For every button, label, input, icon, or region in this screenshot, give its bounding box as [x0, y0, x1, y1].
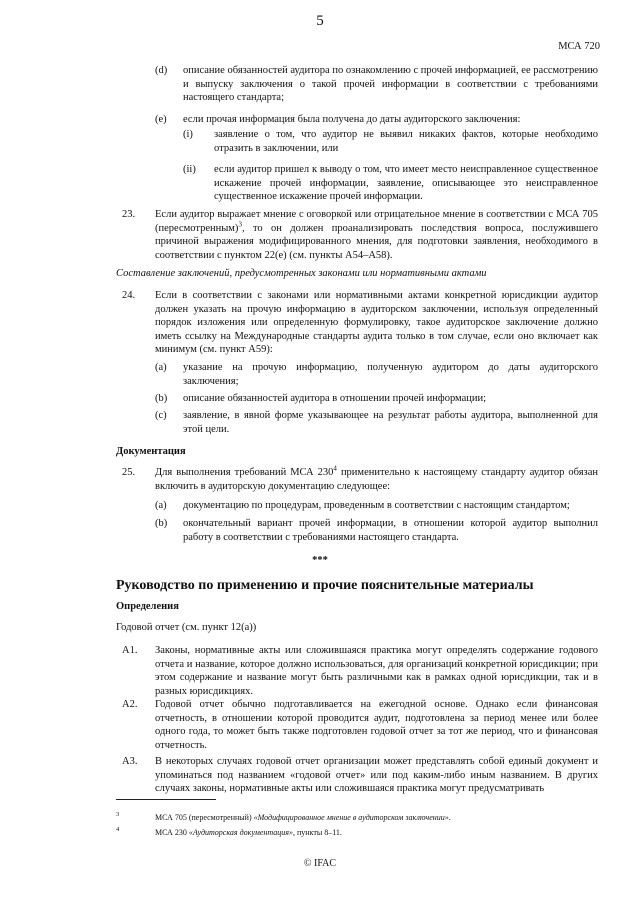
- section-title: Руководство по применению и прочие пояснительные материалы: [116, 578, 534, 593]
- para-25-b-text: окончательный вариант прочей информации, в отношении которой аудитор выполнил работу в соответствии с требованиями настоящего стандарта.: [183, 518, 598, 543]
- para-24-a-text: указание на прочую информацию, полученную аудитором до даты аудиторского заключения;: [183, 362, 598, 387]
- footnote-ref-3: 3: [238, 220, 242, 228]
- item-e-i-label: (i): [183, 129, 193, 140]
- para-25-text: Для выполнения требований МСА $230^4$ применительно к настоящему стандарту аудитор обязан включить в аудиторскую документацию следующее:: [155, 464, 598, 492]
- item-e-ii-text: если аудитор пришел к выводу о том, что имеет место неисправленное существенное искажение прочей информации, заявление, описывающее это неисправленное существенное искажение прочей информации.: [214, 164, 598, 202]
- para-a3-text: В некоторых случаях годовой отчет организации может представлять собой единый документ и упоминаться под названием «годовой отчет» или под каким-либо иным названием. В других случаях законы, нормативные акты или сложившаяся практика могут предусматривать: [155, 756, 598, 794]
- item-e-i-text: заявление о том, что аудитор не выявил никаких фактов, которые необходимо отразить в заключении, или: [214, 129, 598, 154]
- para-25-a-label: (a): [155, 500, 167, 511]
- para-24-text: Если в соответствии с законами или нормативными актами конкретной юрисдикции аудитор должен указать на прочую информацию в аудиторском заключении, используя определенный порядок изложения или определенную формулировку, такое аудиторское заключение должно иметь ссылку на Международные стандарты аудита только в том случае, если оно включает как минимум (см. пункт А59):: [155, 290, 598, 355]
- para-a2-text: Годовой отчет обычно подготавливается на ежегодной основе. Однако если финансовая отчетность, в отношении которой проводится аудит, подготовлена за период менее или более одного года, то может быть также подготовлен годовой отчет за тот же период, что и финансовая отчетность.: [155, 699, 598, 751]
- para-25-b-label: (b): [155, 518, 168, 529]
- para-24-a-label: (a): [155, 362, 167, 373]
- item-e-label: (e): [155, 114, 167, 125]
- item-e-text: если прочая информация была получена до даты аудиторского заключения:: [183, 114, 521, 125]
- footnote-3-mark: 3: [116, 811, 120, 818]
- para-24-b-label: (b): [155, 393, 168, 404]
- para-a1-number: А1.: [122, 645, 138, 656]
- page-number: 5: [316, 13, 324, 29]
- para-24-number: 24.: [122, 290, 136, 301]
- item-e-ii-label: (ii): [183, 164, 196, 175]
- item-d-text: описание обязанностей аудитора по ознакомлению с прочей информацией, ее рассмотрению и выпуску заключения о такой прочей информации в соответствии с требованиями настоящего стандарта;: [183, 65, 598, 103]
- item-d-label: (d): [155, 65, 168, 76]
- footnote-4-text: МСА 230 «Аудиторская документация», пункты 8–11.: [155, 828, 342, 837]
- para-23-text: Если аудитор выражает мнение с оговоркой или отрицательное мнение в соответствии с МСА 705 (пересмотренным)$^3$, то он должен проанализировать последствия вопроса, послужившего причиной выражения модифицированного мнения, для подготовки заявления, необходимого в соответствии с пунктом 22(е) (см. пункты А54–А58).: [155, 209, 598, 261]
- heading-documentation: Документация: [116, 446, 186, 457]
- para-a2-number: А2.: [122, 699, 138, 710]
- para-24-c-text: заявление, в явной форме указывающее на результат работы аудитора, выполненной для этой цели.: [183, 410, 598, 435]
- heading-reports: Составление заключений, предусмотренных законами или нормативными актами: [116, 268, 487, 279]
- heading-definitions: Определения: [116, 601, 179, 612]
- para-25-a-text: документацию по процедурам, проведенным в соответствии с настоящим стандартом;: [183, 500, 570, 511]
- footnote-rule: [116, 799, 216, 800]
- para-a3-number: А3.: [122, 756, 138, 767]
- footnote-3-text: МСА 705 (пересмотренный) «Модифицированное мнение в аудиторском заключении».: [155, 813, 451, 822]
- para-24-c-label: (c): [155, 410, 167, 421]
- para-a1-text: Законы, нормативные акты или сложившаяся практика могут определять содержание годового отчета и название, которое должно использоваться, для организаций конкретной юрисдикции; при этом содержание и название могут быть различными как в рамках одной юрисдикции, так и в разных юрисдикциях.: [155, 645, 598, 697]
- document-id: МСА 720: [558, 41, 600, 52]
- section-separator: ***: [312, 555, 328, 566]
- para-23-number: 23.: [122, 209, 136, 220]
- para-24-b-text: описание обязанностей аудитора в отношении прочей информации;: [183, 393, 487, 404]
- para-25-number: 25.: [122, 467, 136, 478]
- copyright-footer: © IFAC: [303, 858, 337, 869]
- footnote-4-mark: 4: [116, 826, 120, 833]
- annual-report-heading: Годовой отчет (см. пункт 12(а)): [116, 622, 257, 633]
- footnote-ref-4: 4: [333, 464, 337, 473]
